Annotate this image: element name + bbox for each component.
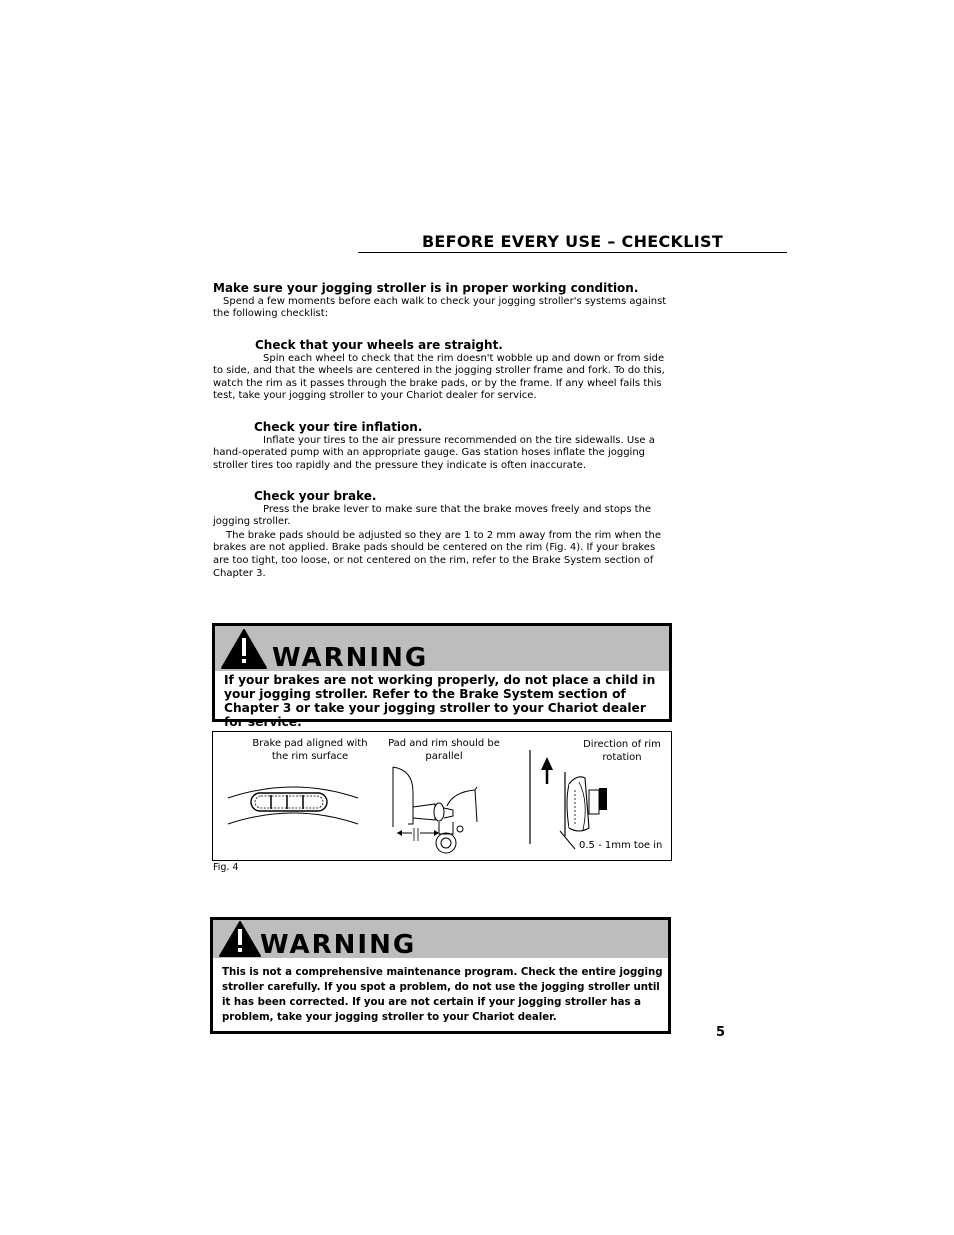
warning-title: WARNING — [260, 930, 417, 960]
figure-label: Fig. 4 — [213, 862, 239, 873]
section-heading: Check that your wheels are straight. — [255, 338, 503, 352]
section-heading: Check your brake. — [254, 489, 377, 503]
section-heading: Check your tire inflation. — [254, 420, 423, 434]
figure-4 — [212, 731, 672, 861]
section-wheels — [213, 339, 671, 403]
section-tires — [213, 421, 671, 472]
figure-caption: Direction of rim rotation — [583, 739, 661, 763]
intro-heading: Make sure your jogging stroller is in proper working condition. — [213, 281, 639, 295]
warning-box — [212, 623, 672, 729]
section-brake — [213, 490, 671, 580]
arrow-up-icon — [541, 757, 553, 770]
warning-triangle-icon — [220, 628, 268, 670]
section-text: Spin each wheel to check that the rim doesn't wobble up and down or from side to side, and that the wheels are centered in the jogging stroller frame and fork. To do this, watch the rim as it passes through the brake pads, or by the frame. If any wheel fails this test, take your jogging stroller to your Chariot dealer for service. — [213, 352, 665, 402]
section-text: Inflate your tires to the air pressure recommended on the tire sidewalls. Use a hand-operated pump with an appropriate gauge. Gas station hoses inflate the jogging stroller tires too rapidly and the pressure they indicate is often inaccurate. — [213, 434, 655, 471]
warning-triangle-icon — [218, 920, 262, 958]
figure-caption: 0.5 - 1mm toe in — [579, 840, 663, 851]
figure-caption: Brake pad aligned with the rim surface — [252, 738, 368, 762]
section-text: Press the brake lever to make sure that the brake moves freely and stops the jogging stroller. — [213, 503, 652, 528]
warning-text: This is not a comprehensive maintenance program. Check the entire jogging stroller carefully. If you spot a problem, do not use the jogging stroller until it has been corrected. If you are not certain if your jogging stroller has a problem, take your jogging stroller to your Chariot dealer. — [222, 967, 663, 1023]
intro-block — [213, 282, 671, 321]
warning-title: WARNING — [272, 643, 429, 673]
pad-aligned-illustration — [228, 787, 358, 824]
intro-text: Spend a few moments before each walk to check your jogging stroller's systems against the following checklist: — [213, 295, 667, 320]
page-number: 5 — [716, 1025, 726, 1040]
brake-diagram — [213, 732, 670, 859]
figure-caption: Pad and rim should be parallel — [388, 738, 500, 762]
warning-box — [210, 917, 671, 1034]
section-text-2: The brake pads should be adjusted so they are 1 to 2 mm away from the rim when the brakes are not applied. Brake pads should be centered on the rim (Fig. 4). If your brakes are too tight, too loose, or not centered on the rim, refer to the Brake System section of Chapter 3. — [213, 529, 662, 579]
toe-in-illustration — [530, 750, 607, 849]
warning-text: If your brakes are not working properly, do not place a child in your jogging stroller. Refer to the Brake System section of Chapter 3 or take your jogging stroller to your Chariot dealer for service. — [224, 673, 656, 729]
pad-parallel-illustration — [393, 767, 477, 853]
page-title: BEFORE EVERY USE – CHECKLIST — [358, 232, 787, 253]
